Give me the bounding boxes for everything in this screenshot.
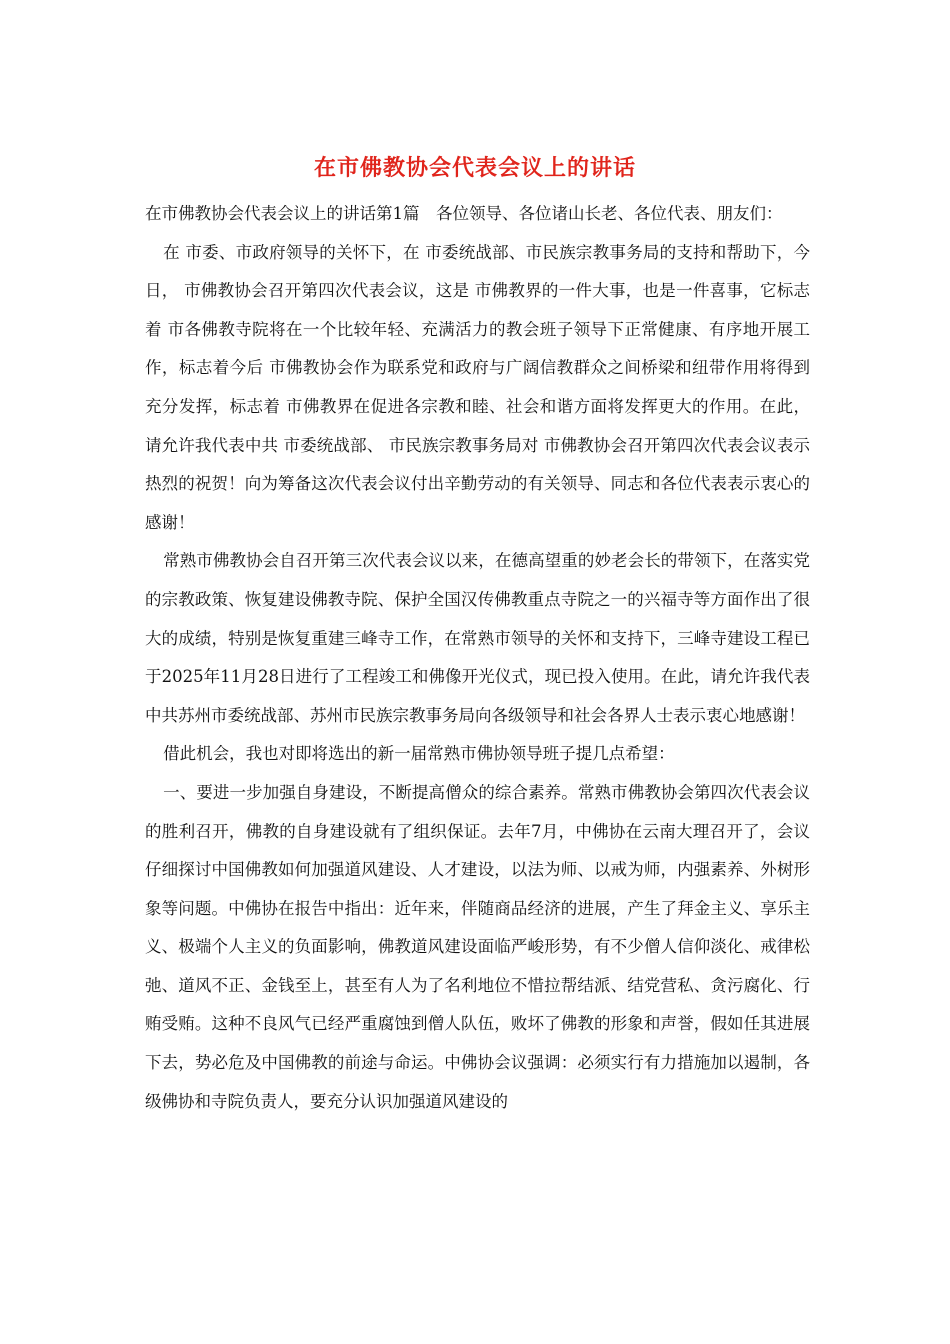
document-body [145,195,810,1121]
paragraph-point-one: 一、要进一步加强自身建设，不断提高僧众的综合素养。常熟市佛教协会第四次代表会议的胜利召开，佛教的自身建设就有了组织保证。去年7月，中佛协在云南大理召开了，会议仔细探讨中国佛教如何加强道风建设、人才建设，以法为师、以戒为师，内强素养、外树形象等问题。中佛协在报告中指出：近年来，伴随商品经济的进展，产生了拜金主义、享乐主义、极端个人主义的负面影响，佛教道风建设面临严峻形势，有不少僧人信仰淡化、戒律松弛、道风不正、金钱至上，甚至有人为了名利地位不惜拉帮结派、结党营私、贪污腐化、行贿受贿。这种不良风气已经严重腐蚀到僧人队伍，败坏了佛教的形象和声誉，假如任其进展下去，势必危及中国佛教的前途与命运。中佛协会议强调：必须实行有力措施加以遏制，各级佛协和寺院负责人，要充分认识加强道风建设的 [145,782,810,1111]
document-title: 在市佛教协会代表会议上的讲话 [313,155,636,181]
paragraph-opening: 在市佛教协会代表会议上的讲话第1篇 各位领导、各位诸山长老、各位代表、朋友们： [145,204,783,223]
paragraph-achievements: 常熟市佛教协会自召开第三次代表会议以来，在德高望重的妙老会长的带领下，在落实党的宗教政策、恢复建设佛教寺院、保护全国汉传佛教重点寺院之一的兴福寺等方面作出了很大的成绩，特别是恢复重建三峰寺工作，在常熟市领导的关怀和支持下，三峰寺建设工程已于2025年11月28日进行了工程竣工和佛像开光仪式，现已投入使用。在此，请允许我代表中共苏州市委统战部、苏州市民族宗教事务局向各级领导和社会各界人士表示衷心地感谢！ [145,551,810,725]
paragraph-hopes-intro: 借此机会，我也对即将选出的新一届常熟市佛协领导班子提几点希望： [163,744,675,764]
paragraph-congratulations: 在 市委、市政府领导的关怀下，在 市委统战部、市民族宗教事务局的支持和帮助下，今日， 市佛教协会召开第四次代表会议，这是 市佛教界的一件大事，也是一件喜事，它标志着 市各佛教寺院将在一个比较年轻、充满活力的教会班子领导下正常健康、有序地开展工作，标志着今后 市佛教协会作为联系党和政府与广阔信教群众之间桥梁和纽带作用将得到充分发挥，标志着 市佛教界在促进各宗教和睦、社会和谐方面将发挥更大的作用。在此，请允许我代表中共 市委统战部、 市民族宗教事务局对 市佛教协会召开第四次代表会议表示热烈的祝贺！向为筹备这次代表会议付出辛勤劳动的有关领导、同志和各位代表表示衷心的感谢！ [145,242,810,532]
